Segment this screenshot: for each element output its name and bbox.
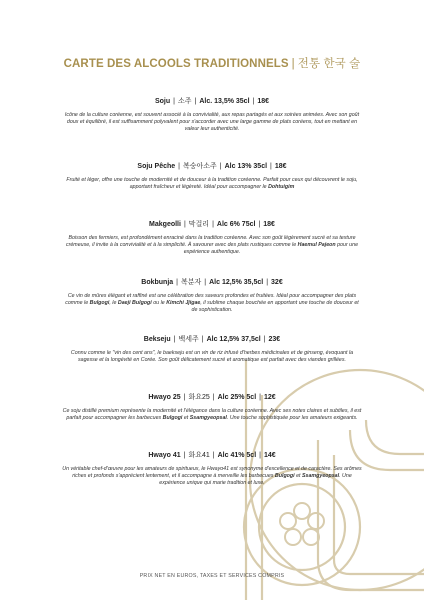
description-text: et bbox=[294, 473, 302, 480]
dish-name: Bulgogi bbox=[274, 473, 295, 480]
dish-name: Bulgogi bbox=[89, 300, 110, 307]
menu-item-makgeolli bbox=[40, 220, 384, 257]
title-fr: CARTE DES ALCOOLS TRADITIONNELS bbox=[63, 58, 289, 70]
item-name: Bekseju bbox=[143, 336, 171, 343]
item-alcohol: Alc 13% 35cl bbox=[224, 163, 268, 170]
description-text: . Une expérience unique qui marie tradition et luxe. bbox=[159, 473, 352, 487]
item-description bbox=[62, 466, 362, 488]
item-alcohol: Alc 25% 5cl bbox=[217, 394, 257, 401]
item-description bbox=[62, 293, 362, 315]
item-heading: Soju Pêche | 복숭아소주 | Alc 13% 35cl | 18€ bbox=[137, 163, 287, 170]
description-text: , le bbox=[109, 300, 118, 307]
price-note: PRIX NET EN EUROS, TAXES ET SERVICES COMPRIS bbox=[139, 573, 285, 579]
item-heading: Bokbunja | 복분자 | Alc 12,5% 35,5cl | 32€ bbox=[141, 279, 283, 286]
description-text: ou le bbox=[151, 300, 167, 307]
title-separator: | bbox=[291, 58, 295, 70]
item-name: Hwayo 41 bbox=[148, 452, 181, 459]
item-price: 18€ bbox=[263, 221, 275, 228]
menu-item-bokbunja bbox=[40, 278, 384, 315]
dish-name: Bulgogi bbox=[162, 415, 183, 422]
dish-name: Kimchi Jjigae bbox=[166, 300, 201, 307]
description-text: Connu comme le "vin des cent ans", le baekseju est un vin de riz infusé d'herbes médicinales et de ginseng, évoquant la sagesse et la longévité en Corée. Son goût délicatement sucré et aromatique est parfait avec des viandes grillées. bbox=[70, 350, 354, 364]
description-text: Ce vin de mûres élégant et raffiné est une célébration des saveurs profondes et fruitées. Idéal pour accompagner des plats comme le bbox=[65, 293, 357, 307]
description-text: Boisson des fermiers, est profondément enraciné dans la tradition coréenne. Avec son goût légèrement sucré et sa texture crémeuse, il invite à la convivialité et à la simplicité. À savourer avec des plats rustiques comme le bbox=[65, 235, 356, 249]
description-text: et bbox=[182, 415, 190, 422]
item-heading: Hwayo 41 | 화요41 | Alc 41% 5cl | 14€ bbox=[148, 452, 276, 459]
item-name-kr: 화요25 bbox=[188, 394, 210, 401]
item-price: 18€ bbox=[257, 98, 270, 105]
item-price: 23€ bbox=[268, 336, 281, 343]
item-price: 32€ bbox=[271, 279, 283, 286]
menu-item-bekseju bbox=[40, 335, 384, 364]
description-text: pour une expérience authentique. bbox=[183, 242, 359, 256]
item-heading: Soju | 소주 | Alc. 13,5% 35cl | 18€ bbox=[154, 98, 270, 105]
item-name-kr: 화요41 bbox=[188, 452, 210, 459]
item-heading: Bekseju | 백세주 | Alc 12,5% 37,5cl | 23€ bbox=[143, 336, 281, 343]
item-name-kr: 복숭아소주 bbox=[182, 163, 217, 170]
menu-item-soju bbox=[40, 97, 384, 134]
item-alcohol: Alc 6% 75cl bbox=[216, 221, 256, 228]
item-alcohol: Alc 12,5% 37,5cl bbox=[206, 336, 261, 343]
item-description bbox=[62, 350, 362, 364]
item-heading: Hwayo 25 | 화요25 | Alc 25% 5cl | 12€ bbox=[148, 394, 276, 401]
item-name: Bokbunja bbox=[141, 279, 174, 286]
description-text: Un véritable chef-d'œuvre pour les amateurs de spiritueux, le Hwayo41 est synonyme d'excellence et de caractère. Ses arômes riches et profonds s'apprécient lentement, et il accompagne à merveille les barbecues bbox=[62, 466, 362, 480]
description-text: Fruité et léger, offre une touche de modernité et de douceur à la tradition coréenne. Parfait pour ceux qui découvrent le soju, apportant fraîcheur et légèreté. Idéal pour accompagner le bbox=[66, 177, 358, 191]
item-name-kr: 소주 bbox=[177, 98, 192, 105]
description-text: , il sublime chaque bouchée en apportant une touche de douceur et de sophistication. bbox=[191, 300, 359, 314]
dish-name: Haemul Pajeon bbox=[297, 242, 336, 249]
item-price: 18€ bbox=[274, 163, 287, 170]
dish-name: Ssamgyeopsal bbox=[189, 415, 227, 422]
item-price: 12€ bbox=[263, 394, 276, 401]
description-text: Ce soju distillé premium représente la modernité et l'élégance dans la culture coréenne. Avec ses notes claires et subtiles, il est parfait pour accompagner les barbecues bbox=[62, 408, 362, 422]
menu-item-soju-peche bbox=[40, 162, 384, 191]
dish-name: Daeji Bulgogi bbox=[117, 300, 152, 307]
item-price: 14€ bbox=[263, 452, 276, 459]
description-text: Icône de la culture coréenne, est souvent associé à la convivialité, aux repas partagés et aux soirées animées. Avec son goût doux et équilibré, il est suffisamment polyvalent pour s'accorder avec une large gamme de plats coréens, tout en mettant en valeur leur authenticité. bbox=[64, 112, 360, 133]
item-description bbox=[62, 112, 362, 134]
item-heading: Makgeolli | 막걸리 | Alc 6% 75cl | 18€ bbox=[149, 221, 275, 228]
page-title bbox=[0, 55, 424, 71]
dish-name: Ssamgyeopsal bbox=[302, 473, 340, 480]
item-name: Hwayo 25 bbox=[148, 394, 181, 401]
item-name-kr: 막걸리 bbox=[188, 221, 210, 228]
item-alcohol: Alc 41% 5cl bbox=[217, 452, 257, 459]
item-alcohol: Alc. 13,5% 35cl bbox=[199, 98, 250, 105]
item-name-kr: 백세주 bbox=[178, 336, 199, 343]
item-name: Soju Pêche bbox=[137, 163, 176, 170]
item-alcohol: Alc 12,5% 35,5cl bbox=[209, 279, 264, 286]
item-description bbox=[62, 177, 362, 191]
item-description bbox=[62, 408, 362, 422]
item-name: Soju bbox=[154, 98, 171, 105]
title-kr: 전통 한국 술 bbox=[297, 58, 361, 70]
menu-item-hwayo-25 bbox=[40, 393, 384, 422]
item-description bbox=[62, 235, 362, 257]
menu-item-hwayo-41 bbox=[40, 451, 384, 488]
dish-name: Dohtuigim bbox=[268, 184, 295, 191]
item-name-kr: 복분자 bbox=[180, 279, 202, 286]
item-name: Makgeolli bbox=[149, 221, 181, 228]
description-text: . Une touche sophistiquée pour les amateurs exigeants. bbox=[226, 415, 358, 422]
